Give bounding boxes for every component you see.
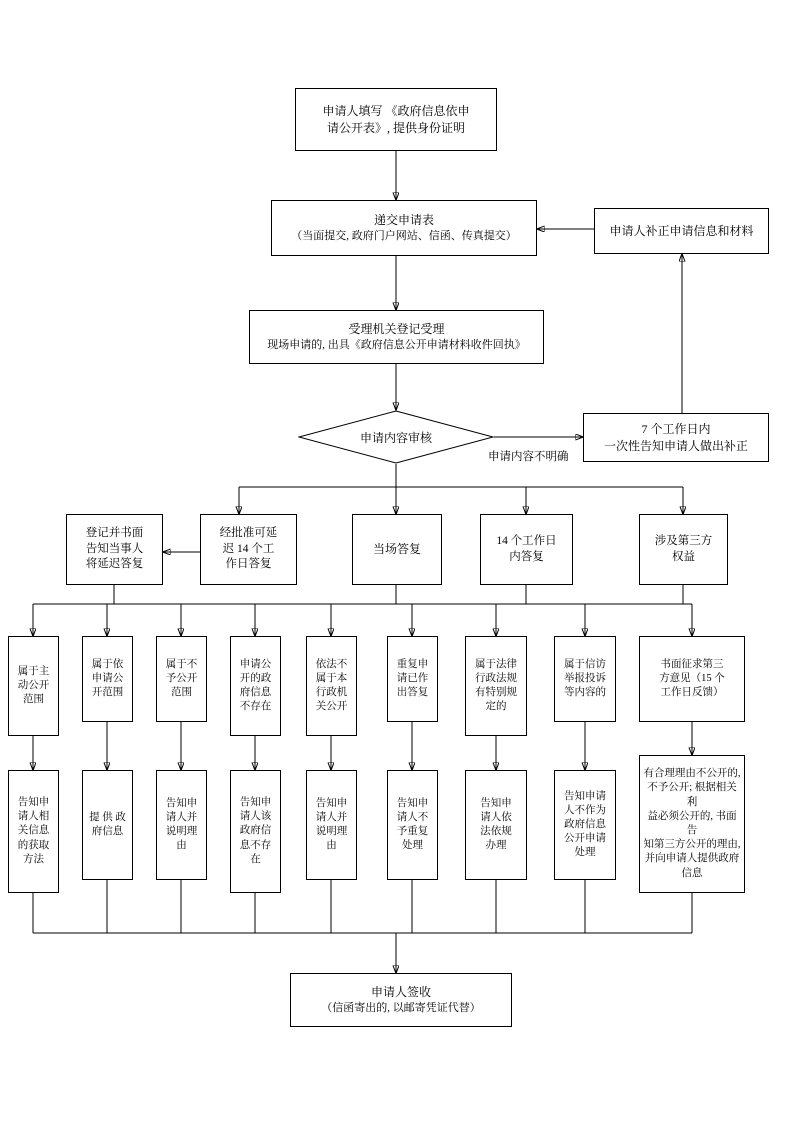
node-option-delay-notice-line-3: 将延迟答复 (85, 558, 144, 571)
ans0-l1: 告知申 (17, 797, 50, 809)
cat4-l3: 行政机 (315, 687, 348, 698)
cat2-l3: 范围 (171, 687, 192, 699)
ans7-l1: 告知申请 (564, 790, 606, 802)
cat0-l1: 属于主 (17, 665, 50, 677)
node-option-delay-notice-line-2: 告知当事人 (85, 542, 144, 555)
ans8-l4: 知第三方公开的理由, (643, 839, 741, 851)
node-supplement-request-line-1: 申请人补正申请信息和材料 (609, 223, 754, 238)
node-option-approved-delay-14-line-2: 迟 14 个工 (222, 542, 275, 555)
node-option-onsite-reply-line-1: 当场答复 (372, 542, 421, 557)
cat1-l3: 开范围 (91, 687, 124, 699)
ans7-l3: 政府信息 (564, 818, 606, 830)
ans7-l4: 公开申请 (564, 833, 606, 845)
node-option-third-party-rights (639, 514, 728, 585)
node-final-line-2: （信函寄出的, 以邮寄凭证代替） (321, 1001, 481, 1014)
node-notify-7-workdays-line-2: 一次性告知申请人做出补正 (603, 438, 748, 453)
node-notify-7-workdays (583, 413, 769, 462)
cat4-l4: 关公开 (315, 701, 348, 713)
node-supplement-request (594, 208, 769, 254)
ans0-l2: 请人相 (17, 811, 50, 823)
node-answer-provide-info (82, 770, 133, 880)
node-option-reply-14-workdays-line-1: 14 个工作日 (496, 534, 557, 547)
ans3-l3: 政府信 (239, 825, 272, 837)
cat7-l2: 举报投诉 (564, 672, 606, 684)
node-category-info-not-exist (230, 636, 281, 736)
node-applicant-sign-receipt (290, 973, 512, 1027)
cat5-l3: 出答复 (396, 687, 429, 699)
node-apply-form-line-1: 申请人填写 《政府信息依申 (322, 104, 470, 119)
cat4-l1: 依法不 (315, 658, 348, 670)
ans2-l3: 说明理 (165, 826, 198, 837)
ans2-l4: 由 (176, 840, 187, 852)
cat7-l3: 等内容的 (564, 687, 606, 699)
cat3-l4: 不存在 (239, 701, 272, 713)
ans8-l1: 有合理理由不公开的, (643, 768, 741, 780)
cat6-l1: 属于法律 (475, 658, 517, 670)
ans6-l1: 告知申 (480, 797, 512, 809)
ans4-l2: 请人并 (315, 811, 348, 823)
node-answer-tell-how-to-get (8, 770, 59, 893)
node-answer-explain-reason-2 (306, 770, 357, 880)
node-option-onsite-reply (352, 514, 442, 585)
node-option-delay-notice-line-1: 登记并书面 (85, 527, 144, 540)
node-answer-third-party-decision (639, 755, 745, 893)
cat6-l3: 有特别规 (475, 687, 517, 698)
node-option-third-party-rights-line-1: 涉及第三方 (654, 534, 713, 547)
cat0-l3: 范围 (23, 694, 44, 706)
ans6-l2: 请人依 (480, 811, 512, 823)
ans2-l2: 请人并 (165, 811, 198, 823)
ans5-l1: 告知申 (396, 797, 429, 809)
ans0-l4: 的获取 (17, 839, 50, 851)
ans8-l5: 并向申请人提供政府 (644, 853, 740, 865)
ans3-l5: 在 (250, 853, 261, 865)
cat1-l2: 申请公 (91, 672, 124, 684)
cat8-l2: 方意见（15 个 (659, 672, 725, 684)
cat7-l1: 属于信访 (564, 658, 606, 670)
node-category-petition-complaint (554, 636, 616, 722)
node-option-approved-delay-14-line-3: 作日答复 (225, 558, 272, 571)
node-category-not-this-agency (306, 636, 357, 736)
cat2-l2: 予公开 (165, 672, 198, 684)
label-content-unclear: 申请内容不明确 (488, 451, 569, 463)
ans5-l2: 请人不 (396, 811, 429, 823)
ans8-l2: 不予公开; 根据相关利 (647, 782, 737, 808)
node-apply-form-line-2: 请公开表》, 提供身份证明 (326, 120, 465, 135)
cat1-l1: 属于依 (91, 658, 124, 670)
node-notify-7-workdays-line-1: 7 个工作日内 (641, 422, 711, 437)
ans0-l5: 方法 (23, 853, 44, 865)
ans1-l2: 府信息 (91, 826, 124, 837)
ans3-l2: 请人该 (239, 811, 272, 823)
node-category-on-request-disclosure (82, 636, 133, 722)
node-submit-form-line-2: （当面提交, 政府门户网站、信函、传真提交） (291, 229, 517, 242)
ans6-l4: 办理 (485, 840, 507, 852)
node-option-delay-notice (66, 514, 163, 585)
node-option-reply-14-workdays (480, 514, 573, 585)
node-answer-info-not-exist (230, 770, 281, 893)
node-submit-form (271, 200, 537, 256)
ans8-l3: 益必须公开的, 书面告 (647, 810, 737, 836)
cat6-l4: 定的 (485, 701, 507, 713)
node-category-proactive-disclosure (8, 636, 59, 736)
ans4-l3: 说明理 (315, 826, 348, 837)
ans5-l3: 予重复 (396, 826, 429, 837)
cat3-l3: 府信息 (239, 687, 272, 698)
node-answer-explain-reason-1 (156, 770, 207, 880)
ans3-l4: 息不存 (239, 839, 272, 851)
ans0-l3: 关信息 (17, 825, 50, 837)
ans3-l1: 告知申 (239, 797, 272, 809)
ans1-l1: 提 供 政 (89, 811, 126, 823)
ans4-l1: 告知申 (315, 797, 348, 809)
ans6-l3: 法依规 (480, 826, 512, 837)
decision-content-review-label: 申请内容审核 (359, 430, 432, 445)
cat0-l2: 动公开 (17, 679, 50, 691)
node-answer-handle-by-law (465, 770, 527, 880)
node-apply-form (295, 88, 497, 151)
cat4-l2: 属于本 (315, 672, 348, 684)
node-category-duplicate-request (387, 636, 438, 722)
node-register-accept (249, 310, 544, 364)
ans2-l1: 告知申 (165, 797, 198, 809)
node-register-accept-line-1: 受理机关登记受理 (348, 322, 445, 337)
ans5-l4: 处理 (402, 840, 423, 852)
cat8-l3: 工作日反馈） (660, 687, 724, 699)
cat8-l1: 书面征求第三 (660, 658, 724, 670)
ans7-l5: 处理 (574, 847, 596, 859)
node-option-approved-delay-14-line-1: 经批准可延 (219, 527, 278, 540)
cat5-l1: 重复申 (396, 658, 429, 670)
node-option-approved-delay-14 (200, 514, 297, 585)
node-answer-not-as-disclosure-request (554, 770, 616, 880)
node-register-accept-line-2: 现场申请的, 出具《政府信息公开申请材料收件回执》 (267, 338, 526, 351)
cat3-l2: 开的政 (239, 672, 272, 684)
node-category-third-party-opinion (639, 636, 745, 722)
decision-content-review (298, 410, 494, 464)
cat5-l2: 请已作 (396, 672, 429, 684)
ans7-l2: 人不作为 (564, 804, 606, 816)
cat3-l1: 申请公 (239, 658, 272, 670)
cat2-l1: 属于不 (165, 658, 198, 670)
ans8-l6: 信息 (681, 867, 703, 879)
node-answer-no-duplicate (387, 770, 438, 880)
cat6-l2: 行政法规 (475, 672, 517, 684)
node-final-line-1: 申请人签收 (370, 985, 431, 1000)
node-option-reply-14-workdays-line-2: 内答复 (509, 550, 544, 563)
node-option-third-party-rights-line-2: 权益 (672, 550, 695, 563)
node-submit-form-line-1: 递交申请表 (373, 213, 434, 228)
node-category-non-disclosure (156, 636, 207, 722)
ans4-l4: 由 (326, 840, 337, 852)
node-category-law-special-provision (465, 636, 527, 736)
